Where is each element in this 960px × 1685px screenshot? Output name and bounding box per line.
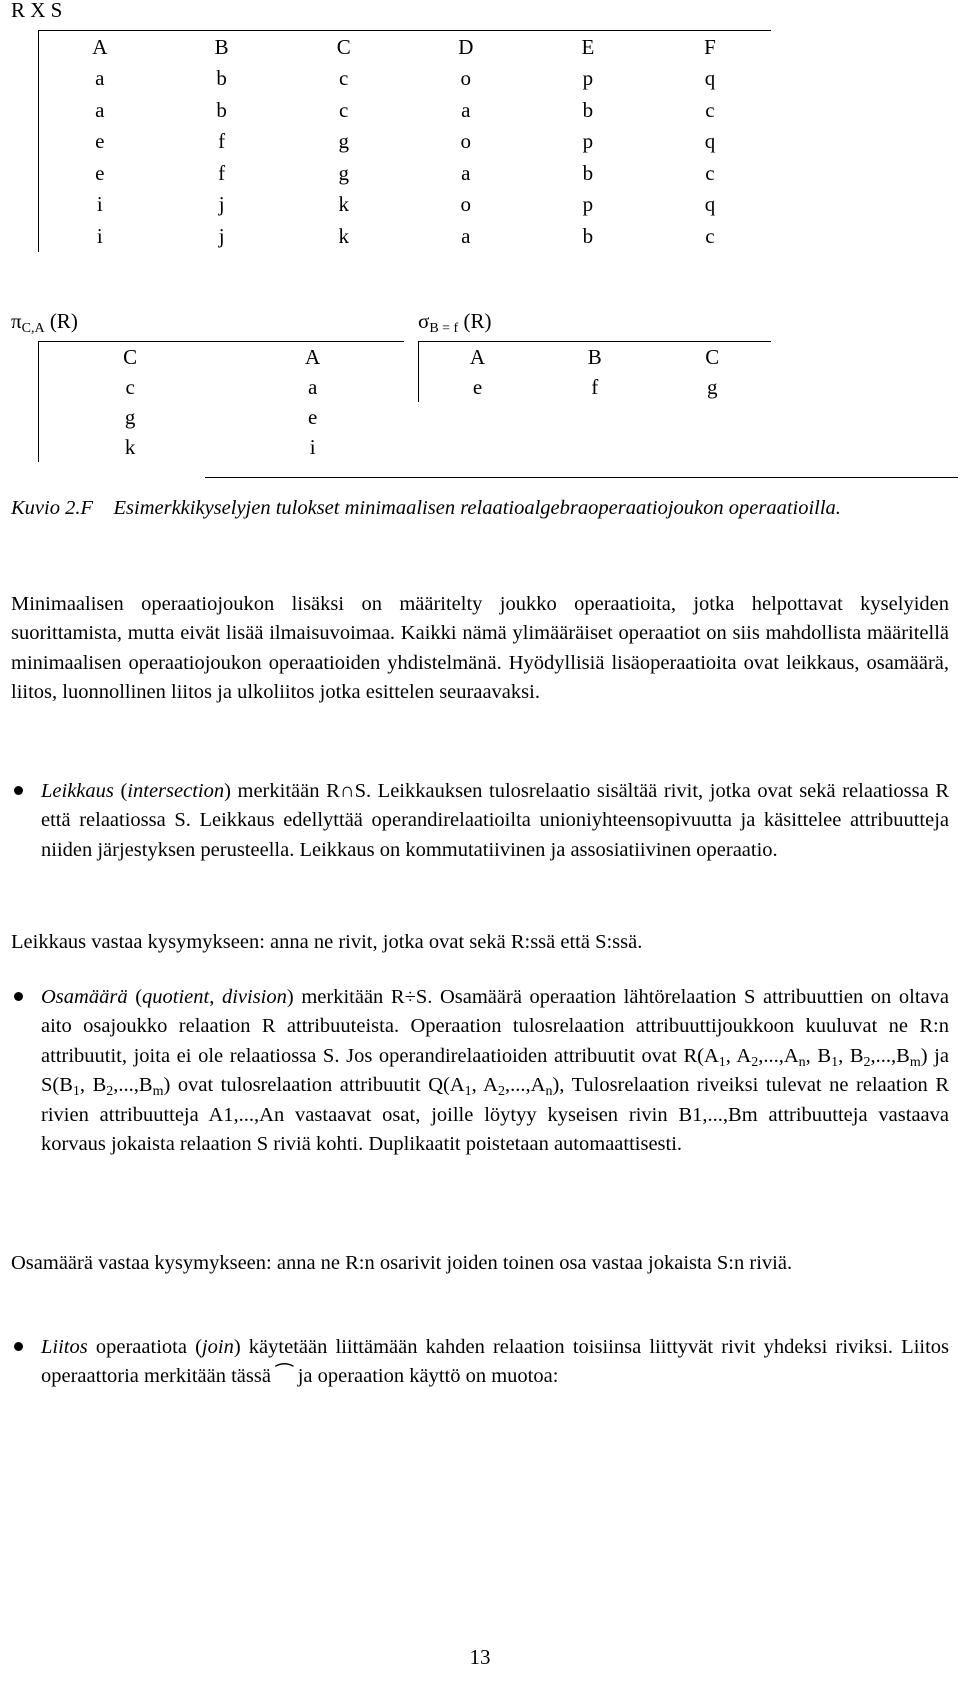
caption-divider (205, 477, 958, 478)
table-cell: e (307, 404, 318, 429)
text-fragment: ), Tulosrelaation riveiksi tulevat ne relaation R rivien attribuutteja A1,...,An vastaavat osat, joille löytyy kyseisen rivin B1,...,Bm attribuutteja vastaava korvaus jokaista relaation S riviä kohti. Duplikaatit poistetaan automaattisesti. (41, 1074, 949, 1156)
table-cell: e (472, 374, 483, 399)
text-fragment: ( (113, 780, 128, 802)
text-fragment: ) merkitään R (286, 986, 405, 1008)
table-header-cell: A (92, 34, 108, 59)
sigma-symbol: σ (418, 309, 430, 333)
table-cell: c (339, 97, 349, 122)
table-cell: c (705, 97, 715, 122)
table-cell: o (460, 129, 472, 154)
selection-arg: (R) (458, 309, 492, 333)
term-intersection: Leikkaus (41, 780, 114, 802)
table-row (39, 189, 772, 221)
table-row (39, 402, 405, 432)
paragraph-intro: Minimaalisen operaatiojoukon lisäksi on määritelty joukko operaatioita, jotka helpottavat kyselyiden suorittamista, mutta eivät lisää ilmaisuvoimaa. Kaikki nämä ylimääräiset operaatiot on siis mahdollista määritellä minimaalisen operaatiojoukon operaatioiden yhdistelmänä. Hyödyllisiä lisäoperaatioita ovat leikkaus, osamäärä, liitos, luonnollinen liitos ja ulkoliitos jotka esittelen seuraavaksi. (11, 593, 949, 704)
pi-symbol: π (11, 309, 22, 333)
table-cell: b (582, 97, 594, 122)
table-cell: b (582, 160, 594, 185)
text-fragment: ( (127, 986, 143, 1008)
table-cell: i (96, 223, 103, 248)
table-header-cell: F (704, 34, 716, 59)
selection-subscript: B = f (429, 321, 459, 336)
caption-text: Esimerkkikyselyjen tulokset minimaalisen relaatioalgebraoperaatiojoukon operaatioilla. (113, 497, 841, 519)
table-header-row (39, 31, 772, 64)
table-cell: g (338, 160, 349, 185)
page-number: 13 (469, 1645, 491, 1669)
join-symbol: ⁀ (276, 1365, 293, 1388)
table-header-cell: E (581, 34, 595, 59)
table-cell: a (461, 223, 471, 248)
text-fragment: S. Leikkauksen tulosrelaatio sisältää rivit, jotka ovat sekä relaatiossa R että relaatiossa S. Leikkaus edellyttää operandirelaatioilta unioniyhteensopivuutta ja käsittelee attribuutteja niiden järjestyksen perusteella. Leikkaus on kommutatiivinen ja assosiatiivinen operaatio. (41, 780, 950, 861)
table-cell: g (338, 129, 349, 154)
table-row (39, 432, 405, 462)
table-cell: g (124, 404, 136, 429)
division-symbol: ÷ (404, 986, 416, 1008)
table-cell: q (704, 192, 716, 217)
paragraph-division-question: Osamäärä vastaa kysymykseen: anna ne R:n osarivit joiden toinen osa vastaa jokaista S:n riviä. (11, 1252, 793, 1274)
table-cell: c (705, 223, 715, 248)
figure-caption (11, 494, 951, 522)
term-join: Liitos (41, 1336, 88, 1358)
term-join-en: join (201, 1336, 234, 1358)
text-fragment: , (209, 986, 222, 1008)
table-header-cell: B (587, 344, 602, 369)
table-cell: i (309, 434, 316, 459)
term-division-en: division (221, 986, 287, 1008)
table-row (39, 63, 772, 95)
bullet-icon (14, 1342, 23, 1351)
table-cell: k (124, 434, 136, 459)
table-header-cell: B (214, 34, 229, 59)
paragraph-intersection-question: Leikkaus vastaa kysymykseen: anna ne rivit, jotka ovat sekä R:ssä että S:ssä. (11, 931, 643, 953)
table-header-cell: C (123, 344, 138, 369)
bullet-join (41, 1333, 949, 1392)
term-intersection-en: intersection (127, 780, 225, 802)
table-cell: c (339, 66, 349, 91)
table-cell: a (461, 97, 471, 122)
table-cell: a (95, 97, 105, 122)
table-row (39, 95, 772, 127)
table-row (39, 126, 772, 158)
table-cell: k (338, 192, 349, 217)
text-fragment: S. Osamäärä operaation lähtörelaation S attribuuttien on oltava aito osajoukko relaation R attribuuteista. Operaation tulosrelaation attribuuttijoukkoon kuuluvat ne R:n attribuutit, joita ei ole relaatiossa S. Jos operandirelaatioiden attribuutit ovat R(A (41, 986, 950, 1067)
table-row (39, 158, 772, 190)
bullet-intersection (41, 777, 949, 865)
table-header-cell: C (705, 344, 720, 369)
table-title-rxs: R X S (11, 0, 63, 22)
table-cell: g (707, 374, 718, 399)
text-fragment: ) käytetään liittämään kahden relaation toisiinsa liittyvät rivit yhdeksi riviksi. Liitos operaattoria merkitään tässä (41, 1336, 950, 1388)
term-division: Osamäärä (41, 986, 128, 1008)
table-header-cell: D (458, 34, 474, 59)
table-row (39, 221, 772, 253)
table-row (39, 372, 405, 402)
table-cell: f (218, 160, 226, 185)
table-cell: c (705, 160, 715, 185)
text-fragment: ja operaation käyttö on muotoa: (292, 1365, 559, 1388)
term-quotient-en: quotient (142, 986, 210, 1008)
table-cell: o (460, 192, 472, 217)
table-header-cell: A (305, 344, 321, 369)
table-cell: q (704, 129, 716, 154)
table-cell: p (582, 192, 594, 217)
table-row (419, 372, 772, 402)
table-header-cell: A (469, 344, 486, 369)
table-cell: j (218, 223, 225, 248)
table-cell: a (307, 374, 318, 399)
selection-table (418, 341, 771, 402)
table-cell: b (216, 97, 227, 122)
projection-table (38, 341, 404, 462)
projection-arg: (R) (44, 309, 78, 333)
projection-label (11, 309, 78, 337)
table-cell: f (218, 129, 226, 154)
bullet-division: Osamäärä (quotient, division) merkitään R÷S. Osamäärä operaation lähtörelaation S attribuuttien on oltava aito osajoukko relaation R attribuuteista. Operaation tulosrelaation attribuuttijoukkoon kuuluvat ne R:n attribuutit, joita ei ole relaatiossa S. Jos operandirelaatioiden attribuutit ovat $R(A_1$, $A_2,...,A_n$, $B_1$, $B_2,...,B_m$) ja $S(B_1$, $B_2,...,B_m$) ovat tulosrelaation attribuutit $Q(A_1$, $A_2,...,A_n$), Tulosrelaation riveiksi tulevat ne relaation R rivien attribuutteja A1,...,An vastaavat osat, joille löytyy kyseisen rivin B1,...,Bm attribuutteja vastaava korvaus jokaista relaation S riviä kohti. Duplikaatit poistetaan automaattisesti. (41, 986, 950, 1156)
table-cell: e (95, 160, 105, 185)
table-cell: p (582, 66, 594, 91)
selection-label (418, 309, 491, 337)
table-cell: i (96, 192, 103, 217)
table-cell: f (591, 374, 599, 399)
table-header-row (419, 342, 772, 373)
table-cell: c (125, 374, 135, 399)
projection-subscript: C,A (21, 321, 45, 336)
caption-label: Kuvio 2.F (11, 497, 93, 519)
cartesian-product-table (38, 30, 771, 252)
table-cell: e (95, 129, 105, 154)
table-header-row (39, 342, 405, 373)
text-fragment: operaatiota ( (87, 1336, 202, 1358)
table-cell: o (460, 66, 472, 91)
table-cell: q (704, 66, 716, 91)
table-cell: b (582, 223, 594, 248)
table-cell: k (338, 223, 349, 248)
table-cell: a (461, 160, 471, 185)
bullet-icon (14, 786, 23, 795)
table-cell: j (218, 192, 225, 217)
table-header-cell: C (336, 34, 351, 59)
intersection-symbol: ∩ (339, 780, 355, 802)
table-cell: p (582, 129, 594, 154)
text-fragment: ) merkitään R (224, 780, 340, 802)
bullet-icon (14, 992, 23, 1001)
table-cell: a (95, 66, 105, 91)
table-cell: b (216, 66, 227, 91)
